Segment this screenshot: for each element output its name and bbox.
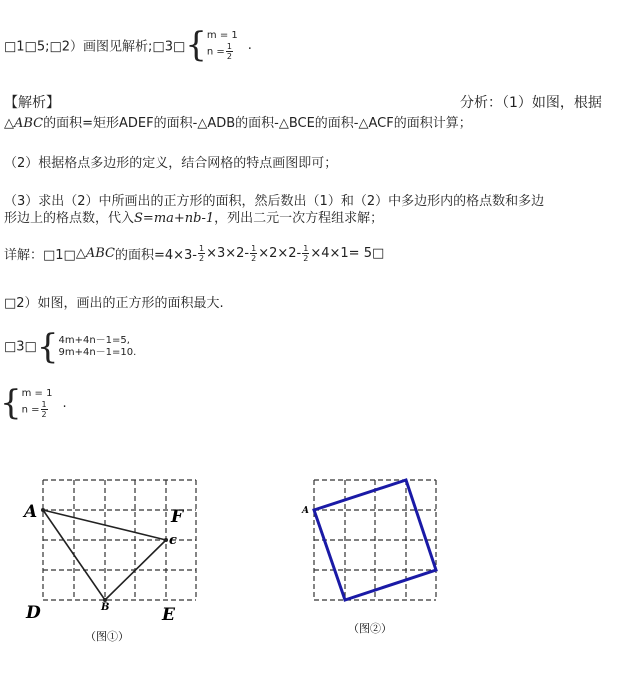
part3-formula: S=ma+nb-1 <box>134 211 215 226</box>
answer-m: m = 1 <box>206 29 238 41</box>
final-values <box>22 388 53 419</box>
part3-brace: { <box>36 327 59 367</box>
jiexi-part3-a: （3）求出（2）中所画出的正方形的面积，然后数出（1）和（2）中多边形内的格点数和多边 <box>4 194 545 209</box>
final-n-num: 1 <box>41 399 47 409</box>
jiexi-triangle: △ABC <box>4 116 44 131</box>
answer-end: . <box>247 37 252 53</box>
detail-half-2 <box>250 244 257 263</box>
fig2-caption: （图②） <box>348 622 392 635</box>
jiexi-part3-b <box>4 207 383 226</box>
part3-eq2: 9m+4n－1=10. <box>58 347 137 358</box>
label-f: F <box>171 507 184 527</box>
answer-line <box>4 25 252 68</box>
part3-eq1: 4m+4n－1=5, <box>58 335 130 346</box>
jiexi-line1-text: 的面积=矩形ADEF的面积-△ADB的面积-△BCE的面积-△ACF的面积计算； <box>43 116 472 131</box>
answer-system <box>207 30 238 61</box>
part3-label: □3□ <box>4 339 37 355</box>
label-d: D <box>26 603 41 623</box>
final-n <box>22 400 53 419</box>
detail-line <box>4 244 384 272</box>
part3-equations <box>58 335 136 359</box>
half-den: 2 <box>251 254 257 263</box>
figure-1 <box>0 460 230 660</box>
final-n-frac <box>41 400 48 419</box>
part3-b-pre: 形边上的格点数，代入 <box>4 211 135 226</box>
final-m: m = 1 <box>21 387 53 399</box>
detail-text1: 的面积=4×3- <box>114 248 198 263</box>
final-end: . <box>62 395 67 411</box>
jiexi-analysis: 分析：（1）如图，根据 <box>460 95 602 111</box>
point-a <box>41 508 45 512</box>
part3-b-post: ，列出二元一次方程组求解； <box>214 211 384 226</box>
fig2-label-a: A <box>302 506 309 516</box>
fig1-caption: （图①） <box>85 630 129 643</box>
final-n-lhs: n = <box>21 404 40 415</box>
label-e: E <box>162 605 175 625</box>
answer-n-den: 2 <box>226 51 232 61</box>
label-b: B <box>101 602 110 613</box>
half-num: 1 <box>199 244 205 253</box>
half-num: 1 <box>303 244 309 253</box>
point-c <box>164 538 168 542</box>
part2-line: □2）如图，画出的正方形的面积最大. <box>4 296 224 311</box>
detail-text3: ×2×2- <box>258 246 302 261</box>
answer-n-frac <box>226 42 233 61</box>
answer-n-num: 1 <box>226 41 232 51</box>
jiexi-title: 【解析】 <box>4 95 60 111</box>
answer-n <box>207 42 238 61</box>
part3-system <box>4 327 137 367</box>
label-c: c <box>169 533 177 548</box>
detail-half-1 <box>198 244 205 263</box>
answer-prefix: □1□5;□2）画图见解析;□3□ <box>4 39 186 55</box>
final-system <box>0 383 67 426</box>
figure-2 <box>290 460 460 650</box>
final-brace: { <box>0 383 22 423</box>
final-n-den: 2 <box>41 409 47 419</box>
half-den: 2 <box>199 254 205 263</box>
detail-text4: ×4×1= 5□ <box>310 246 385 261</box>
jiexi-part2: （2）根据格点多边形的定义，结合网格的特点画图即可； <box>4 156 338 171</box>
answer-brace: { <box>185 25 207 65</box>
grid-2 <box>314 480 436 600</box>
label-a: A <box>24 502 38 522</box>
jiexi-line1 <box>4 112 472 131</box>
answer-n-lhs: n = <box>206 46 225 57</box>
detail-half-3 <box>302 244 309 263</box>
half-num: 1 <box>251 244 257 253</box>
detail-label: 详解：□1□ <box>4 248 76 263</box>
detail-triangle: △ABC <box>75 246 115 261</box>
half-den: 2 <box>303 254 309 263</box>
detail-text2: ×3×2- <box>206 246 250 261</box>
